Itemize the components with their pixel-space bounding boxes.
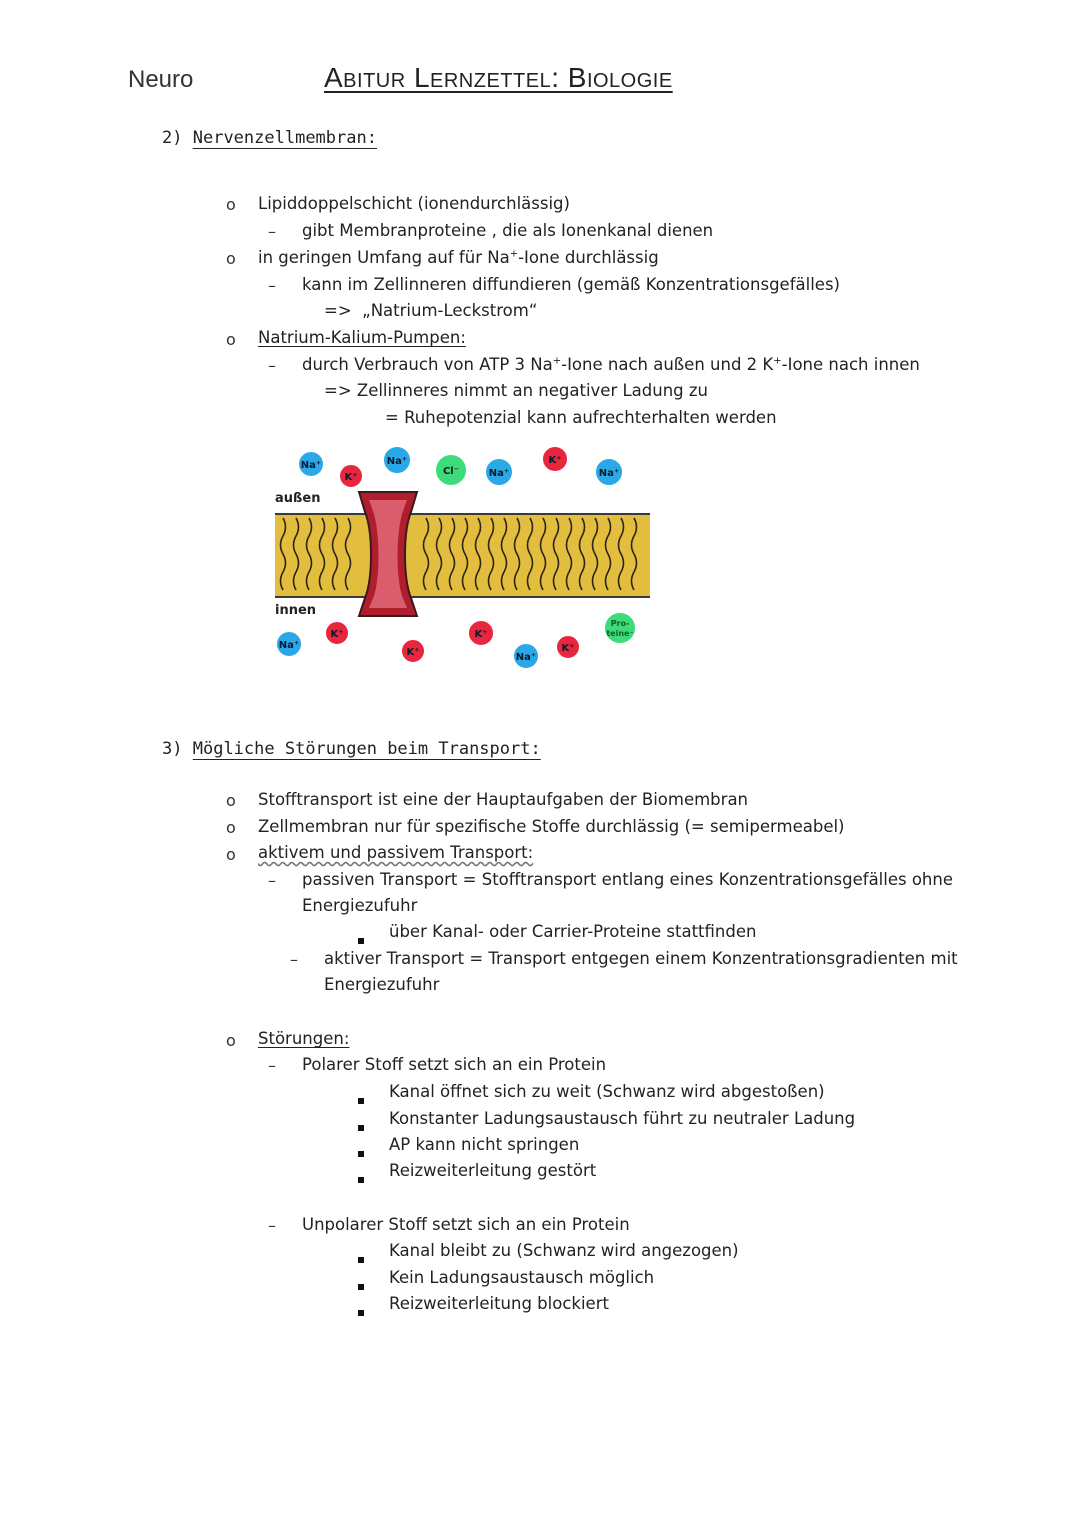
ion-k — [556, 635, 580, 659]
ion-na — [383, 446, 411, 474]
list-item: Polarer Stoff setzt sich an ein Protein — [302, 1055, 607, 1074]
ion-na — [513, 643, 539, 669]
ion-k — [542, 446, 568, 472]
bullet-circle: o — [226, 195, 236, 214]
bullet-square — [358, 1116, 364, 1135]
ion-k — [339, 464, 363, 488]
ion-label: Na⁺ — [598, 468, 620, 479]
ion-na — [595, 458, 623, 486]
ion-k — [325, 621, 349, 645]
ion-label: K⁺ — [344, 472, 358, 483]
list-item: Kein Ladungsaustausch möglich — [389, 1268, 655, 1287]
bullet-square — [358, 1168, 364, 1187]
ion-protein — [604, 612, 636, 644]
list-item: Natrium-Kalium-Pumpen: — [258, 328, 466, 347]
bullet-square — [358, 1142, 364, 1161]
ion-label: K⁺ — [474, 629, 488, 640]
bullet-dash: – — [268, 1216, 276, 1235]
text-part: -Ione nach außen und 2 K — [561, 355, 774, 374]
bullet-square — [358, 929, 364, 948]
label-outside: außen — [275, 491, 321, 506]
list-item — [258, 248, 659, 267]
bullet-dash: – — [268, 276, 276, 295]
list-item: Kanal bleibt zu (Schwanz wird angezogen) — [389, 1241, 739, 1260]
section-3-number: 3) — [162, 739, 183, 759]
section-2-heading — [162, 128, 377, 148]
ion-label: Cl⁻ — [442, 466, 460, 477]
bullet-circle: o — [226, 818, 236, 837]
membrane-lipid-bilayer — [275, 514, 650, 597]
ion-cl — [435, 454, 467, 486]
list-item: Zellmembran nur für spezifische Stoffe durchlässig (= semipermeabel) — [258, 817, 845, 836]
text-part: -Ione nach innen — [781, 355, 920, 374]
list-item: Energiezufuhr — [302, 896, 418, 915]
section-3-heading — [162, 739, 541, 759]
list-item — [324, 301, 537, 320]
page-title: Abitur Lernzettel: Biologie — [324, 62, 673, 93]
bullet-square — [358, 1089, 364, 1108]
ion-k — [401, 639, 425, 663]
bullet-dash: – — [268, 356, 276, 375]
ion-na — [276, 631, 302, 657]
list-item — [302, 355, 920, 374]
list-item: Störungen: — [258, 1029, 350, 1048]
list-item: Konstanter Ladungsaustausch führt zu neutraler Ladung — [389, 1109, 856, 1128]
membrane-diagram — [255, 440, 675, 680]
header-left-label: Neuro — [128, 66, 194, 93]
ion-label: K⁺ — [548, 455, 562, 466]
bullet-dash: – — [268, 871, 276, 890]
bullet-circle: o — [226, 791, 236, 810]
superscript: + — [773, 355, 782, 367]
list-item: aktiver Transport = Transport entgegen einem Konzentrationsgradienten mit — [324, 949, 958, 968]
list-item: Reizweiterleitung blockiert — [389, 1294, 609, 1313]
ion-circle — [604, 612, 636, 644]
ion-label: Na⁺ — [488, 468, 510, 479]
ion-label: Na⁺ — [515, 652, 537, 663]
bullet-dash: – — [268, 1056, 276, 1075]
text-part: -Ione durchlässig — [518, 248, 659, 267]
list-item: Energiezufuhr — [324, 975, 440, 994]
bullet-square — [358, 1301, 364, 1320]
superscript: + — [552, 355, 562, 367]
section-3-title: Mögliche Störungen beim Transport: — [192, 739, 541, 759]
ion-label: Pro- — [610, 619, 630, 628]
list-item: passiven Transport = Stofftransport entlang eines Konzentrationsgefälles ohne — [302, 870, 954, 889]
list-item: Stofftransport ist eine der Hauptaufgaben der Biomembran — [258, 790, 749, 809]
bullet-square — [358, 1275, 364, 1294]
superscript: + — [509, 248, 519, 260]
list-item: aktivem und passivem Transport: — [258, 843, 534, 862]
list-item: kann im Zellinneren diffundieren (gemäß Konzentrationsgefälles) — [302, 275, 840, 294]
bullet-square — [358, 1248, 364, 1267]
ion-label: Na⁺ — [386, 456, 408, 467]
text-part: in geringen Umfang auf für Na — [258, 248, 510, 267]
bullet-dash: – — [290, 950, 298, 969]
ion-label: K⁺ — [330, 629, 344, 640]
ion-label: K⁺ — [406, 647, 420, 658]
text-part: durch Verbrauch von ATP 3 Na — [302, 355, 553, 374]
arrow: => — [324, 301, 352, 320]
bullet-circle: o — [226, 845, 236, 864]
bullet-circle: o — [226, 1031, 236, 1050]
ion-na — [298, 451, 324, 477]
text-part: „Natrium-Leckstrom“ — [362, 301, 538, 320]
list-item: = Ruhepotenzial kann aufrechterhalten werden — [385, 408, 777, 427]
ion-label: K⁺ — [561, 643, 575, 654]
ion-label: teine⁻ — [606, 629, 634, 638]
list-item: über Kanal- oder Carrier-Proteine stattfinden — [389, 922, 757, 941]
list-item: Kanal öffnet sich zu weit (Schwanz wird abgestoßen) — [389, 1082, 825, 1101]
list-item: Lipiddoppelschicht (ionendurchlässig) — [258, 194, 570, 213]
list-item: gibt Membranproteine , die als Ionenkanal dienen — [302, 221, 714, 240]
label-inside: innen — [275, 603, 317, 618]
ion-na — [485, 458, 513, 486]
section-2-title: Nervenzellmembran: — [192, 128, 377, 148]
list-item: Unpolarer Stoff setzt sich an ein Protein — [302, 1215, 630, 1234]
ion-label: Na⁺ — [300, 460, 322, 471]
bullet-circle: o — [226, 330, 236, 349]
list-item: AP kann nicht springen — [389, 1135, 580, 1154]
bullet-dash: – — [268, 222, 276, 241]
ion-k — [468, 620, 494, 646]
list-item: Reizweiterleitung gestört — [389, 1161, 597, 1180]
list-item: => Zellinneres nimmt an negativer Ladung zu — [324, 381, 709, 400]
ion-label: Na⁺ — [278, 640, 300, 651]
bullet-circle: o — [226, 249, 236, 268]
section-2-number: 2) — [162, 128, 183, 148]
